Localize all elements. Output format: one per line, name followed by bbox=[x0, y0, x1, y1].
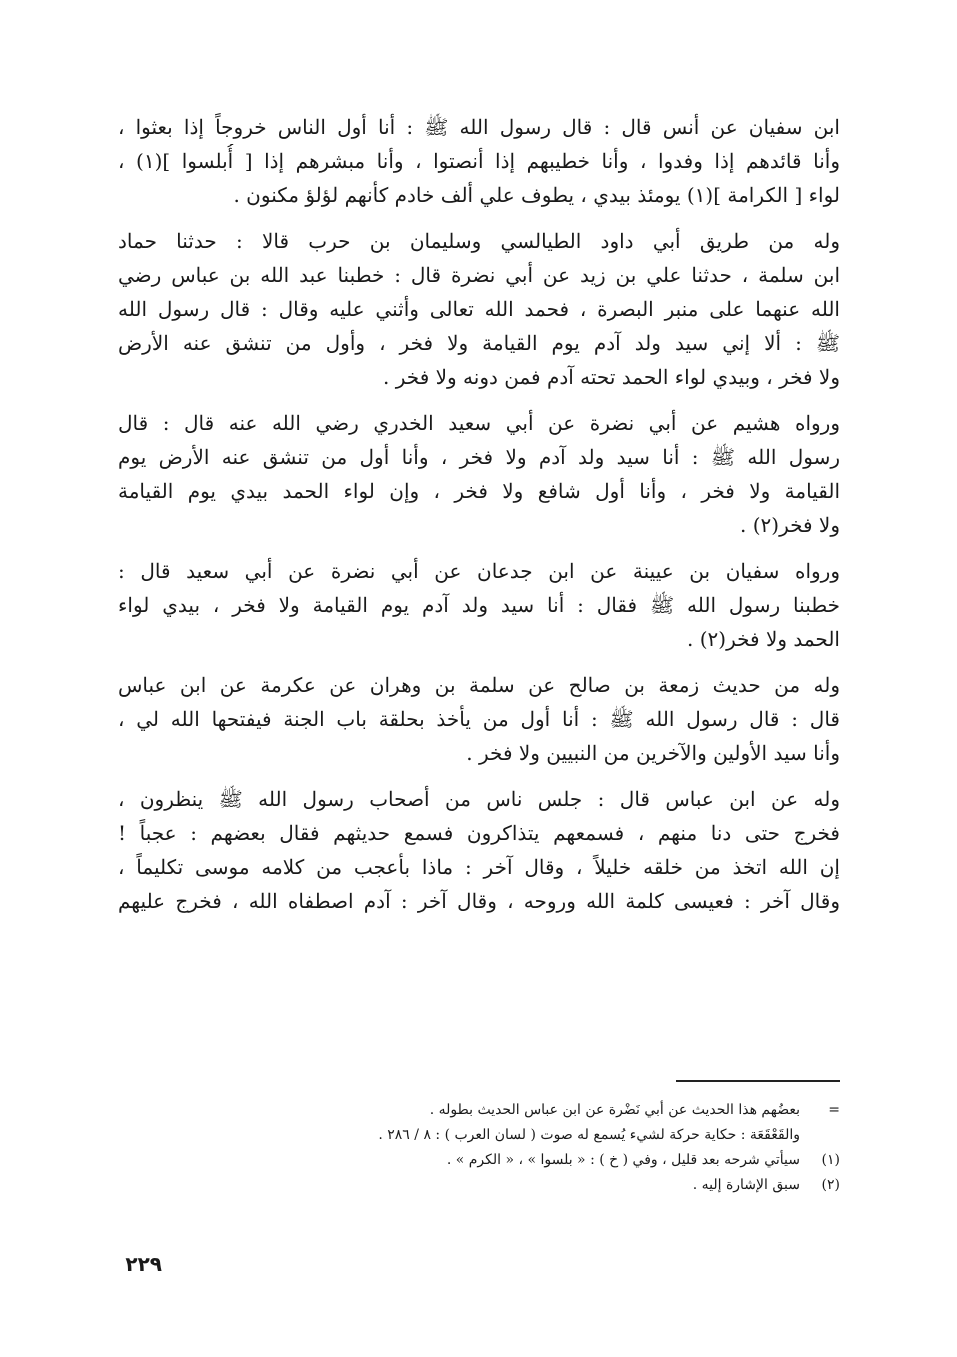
text-line: رسول الله ﷺ : أنا سيد ولد آدم ولا فخر ، وأنا أول من تنشق عنه الأرض يوم bbox=[118, 445, 840, 469]
paragraph-1 bbox=[118, 110, 840, 212]
text-line: ولا فخر(٢) . bbox=[739, 513, 840, 537]
text-line: ﷺ : ألا إني سيد ولد آدم يوم القيامة ولا فخر ، وأول من تنشق عنه الأرض bbox=[118, 331, 840, 355]
text-line: فخرج حتى دنا منهم ، فسمعهم يتذاكرون فسمع حديثهم فقال بعضهم : عجباً ! bbox=[118, 821, 840, 845]
main-text bbox=[118, 110, 840, 930]
paragraph-4 bbox=[118, 554, 840, 656]
footnote-text: سيأتي شرحه بعد قليل ، وفي ( خ ) : « بلسوا » ، « الكرم » . bbox=[446, 1152, 800, 1168]
paragraph-3 bbox=[118, 406, 840, 542]
footnote-text: سبق الإشارة إليه . bbox=[692, 1177, 800, 1193]
footnote-mark: = bbox=[828, 1102, 840, 1118]
footnote-mark: (٢) bbox=[821, 1177, 840, 1193]
footnote-text: والقَعْقَعَة : حكاية حركة لشيء يُسمع له صوت ( لسان العرب ) : ٨ / ٢٨٦ . bbox=[378, 1127, 800, 1143]
text-line: إن الله اتخذ من خلقه خليلاً ، وقال آخر : ماذا بأعجب من كلامه موسى تكليماً ، bbox=[118, 855, 840, 879]
footnote-text: بعضُهم هذا الحديث عن أبي نَضْرة عن ابن عباس الحديث بطوله . bbox=[429, 1102, 800, 1118]
text-line: ولا فخر ، وبيدي لواء الحمد تحته آدم فمن دونه ولا فخر . bbox=[383, 365, 840, 389]
text-line: خطبنا رسول الله ﷺ فقال : أنا سيد ولد آدم يوم القيامة ولا فخر ، بيدي لواء bbox=[118, 593, 840, 617]
footnote-item bbox=[190, 1123, 840, 1148]
text-line: ورواه هشيم عن أبي نضرة عن أبي سعيد الخدري رضي الله عنه قال : قال bbox=[118, 411, 840, 435]
text-line: وأنا سيد الأولين والآخرين من النبيين ولا فخر . bbox=[466, 741, 840, 765]
text-line: الله عنهما على منبر البصرة ، فحمد الله تعالى وأثني عليه وقال : قال رسول الله bbox=[118, 297, 840, 321]
text-line: ابن سفيان عن أنس قال : قال رسول الله ﷺ : أنا أول الناس خروجاً إذا بعثوا ، bbox=[118, 115, 840, 139]
paragraph-6 bbox=[118, 782, 840, 918]
text-line: الحمد ولا فخر(٢) . bbox=[687, 627, 840, 651]
text-line: وله من طريق أبي داود الطيالسي وسليمان بن حرب قالا : حدثنا حماد bbox=[118, 229, 840, 253]
paragraph-2 bbox=[118, 224, 840, 394]
text-line: وله عن ابن عباس قال : جلس ناس من أصحاب رسول الله ﷺ ينظرون ، bbox=[118, 787, 840, 811]
footnotes bbox=[190, 1098, 840, 1198]
footnote-divider bbox=[676, 1080, 840, 1082]
text-line: وأنا قائدهم إذا وفدوا ، وأنا خطيبهم إذا أنصتوا ، وأنا مبشرهم إذا [ أُبلسوا ](١) ، bbox=[118, 149, 840, 173]
page-number: ٢٢٩ bbox=[125, 1252, 162, 1276]
text-line: وقال آخر : فعيسى كلمة الله وروحه ، وقال آخر : آدم اصطفاه الله ، فخرج عليهم bbox=[118, 889, 840, 913]
footnote-mark: (١) bbox=[821, 1152, 840, 1168]
text-line: ورواه سفيان بن عيينة عن ابن جدعان عن أبي نضرة عن أبي سعيد قال : bbox=[118, 559, 840, 583]
text-line: وله من حديث زمعة بن صالح عن سلمة بن وهران عن عكرمة عن ابن عباس bbox=[118, 673, 840, 697]
text-line: قال : قال رسول الله ﷺ : أنا أول من يأخذ بحلقة باب الجنة فيفتحها الله لي ، bbox=[118, 707, 840, 731]
footnote-mark bbox=[800, 1123, 840, 1148]
footnote-item bbox=[190, 1148, 840, 1173]
text-line: القيامة ولا فخر ، وأنا أول شافع ولا فخر ، وإن لواء الحمد بيدي يوم القيامة bbox=[118, 479, 840, 503]
footnote-item bbox=[190, 1098, 840, 1123]
text-line: لواء [ الكرامة ](١) يومئذ بيدي ، يطوف علي ألف خادم كأنهم لؤلؤ مكنون . bbox=[233, 183, 840, 207]
footnote-item bbox=[190, 1173, 840, 1198]
text-line: ابن سلمة ، حدثنا علي بن زيد عن أبي نضرة قال : خطبنا عبد الله بن عباس رضي bbox=[118, 263, 840, 287]
paragraph-5 bbox=[118, 668, 840, 770]
